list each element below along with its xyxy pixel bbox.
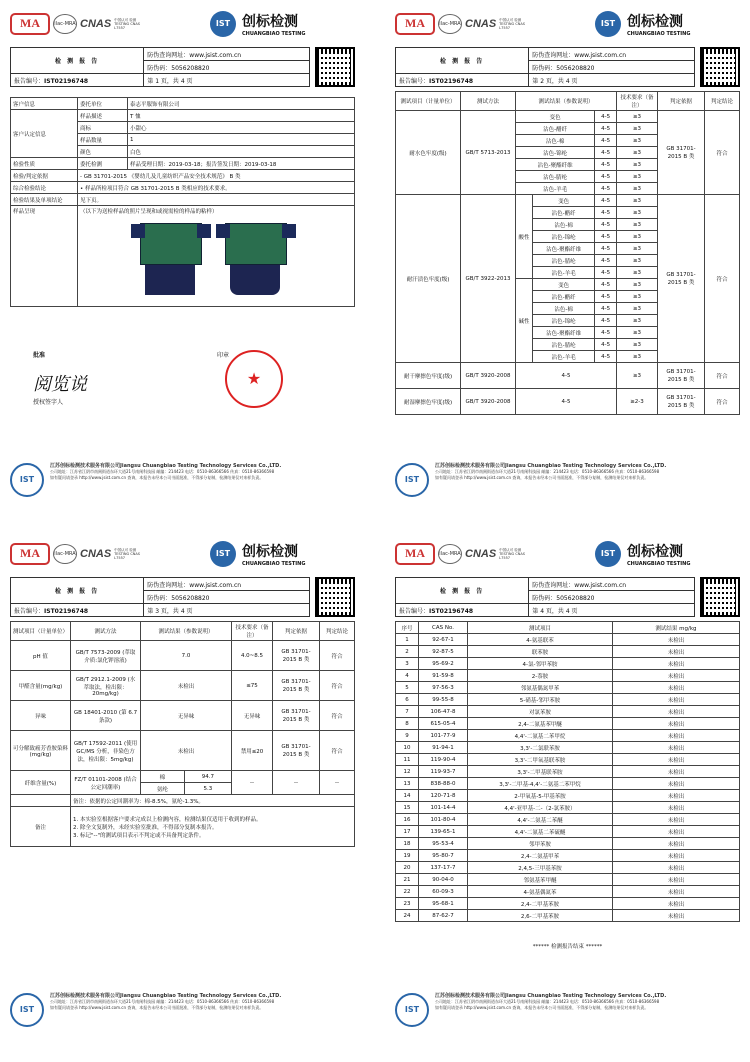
report-header-table: 检 测 报 告 防伪查询网址：www.jsist.com.cn 防伪码：5056208820 报告编号：IST02196748 第 3 页，共 4 页: [10, 577, 310, 617]
sample-caption: （以下为送检样品的照片呈现和或视需检的样品的粘样）: [80, 209, 218, 215]
brand-cn: 创标检测: [242, 14, 298, 30]
table-row: 20 137-17-7 2,4,5-三甲基苯胺 未检出: [396, 862, 740, 874]
page-footer: IST 江苏创标检测技术服务有限公司Jiangsu Chuangbiao Testing Technology Services Co.,LTD. 公司地址：江苏省江阴市南闸街道东环大道21号南闸科技园 邮编：214423 电话：0510-86366566 传真：0510-86366598 如有疑问请登录 http://www.jsist.com.cn 查询，本报告未经本公司书面批准，不得部分复制，检测结果仅对来样负责。: [10, 993, 355, 1027]
chemical-test-table: 测试项目（计量单位） 测试方法 测试结果（参数说明） 技术要求（备注） 判定依据 判定结论 pH 值 GB/T 7573-2009 (萃取介质:氯化钾溶液) 7.0 4.0~8.5 GB 31701-2015 B 类 符合 甲醛含量(mg/kg) GB/T 2912.1-2009 (水萃取法，检出限：20mg/kg) 未检出 ≤75 GB 31701-2015 B 类 符合 异味 GB 18401-2010 (第 6.7 条款) 无异味 无异味 GB 31701-2015 B 类 符合 可分解致癌芳香胺染料(mg/kg) GB/T 17592-2011 (使用 GC/MS 分析，非染色方法，检出限：5mg/kg) 未检出 禁用≤20 GB 31701-2015 B 类 符合 纤维含量(%) FZ/T 01101-2008 (结合公定回潮率) 棉 94.7 -- -- -- 氨纶 5.3 备注：依据的公定回潮率为：棉-8.5%，氨纶-1.3%。 备注 1. 本实验室根据客户要求完成以上检测内容，检测结果仅适用于收到的样品。 2. 除全文复制外，未经实验室批准，不得部分复制本报告。 3. 标记"--"的测试项目表示不判定或不具备判定条件。: [10, 621, 355, 847]
ist-logo: IST: [595, 11, 621, 37]
qr-code[interactable]: [315, 47, 355, 87]
page-header: [5, 535, 360, 575]
page-number: 第 1 页，共 4 页: [144, 74, 310, 87]
cert-logos: [395, 13, 525, 35]
table-row: 16 101-80-4 4,4'-二氨基二苯醚 未检出: [396, 814, 740, 826]
ma-logo: MA: [395, 13, 435, 35]
cert-text: 中国认可 检测 TESTING CNAS L7557: [499, 18, 526, 30]
approve-label: 批准: [33, 352, 46, 359]
page-number: 第 4 页，共 4 页: [529, 604, 695, 617]
report-page-1: [5, 5, 360, 525]
brand-cn: 创标检测: [627, 14, 683, 30]
page-footer: IST 江苏创标检测技术服务有限公司Jiangsu Chuangbiao Testing Technology Services Co.,LTD. 公司地址：江苏省江阴市南闸街道东环大道21号南闸科技园 邮编：214423 电话：0510-86366566 传真：0510-86366598 如有疑问请登录 http://www.jsist.com.cn 查询，本报告未经本公司书面批准，不得部分复制，检测结果仅对来样负责。: [395, 993, 740, 1027]
table-row: 24 87-62-7 2,6-二甲基苯胺 未检出: [396, 910, 740, 922]
table-row: 14 120-71-8 2-甲氧基-5-甲基苯胺 未检出: [396, 790, 740, 802]
page-header: [5, 5, 360, 45]
brand: IST 创标检测 CHUANGBIAO TESTING: [210, 541, 305, 567]
cert-logos: [10, 13, 140, 35]
qr-code[interactable]: [700, 47, 740, 87]
brand: IST 创标检测 CHUANGBIAO TESTING: [595, 541, 690, 567]
colorfastness-table: 测试项目（计量单位） 测试方法 测试结果（参数说明） 技术要求（备注） 判定依据 判定结论 耐水色牢度(级) GB/T 5713-2013 变色 4-5 ≥3 GB 31701-2015 B 类 符合 沾色-醋纤 4-5 ≥3 沾色-棉 4-5 ≥3 沾色-锦纶 4-5 ≥3 沾色-聚酯纤维 4-5 ≥3 沾色-腈纶 4-5 ≥3 沾色-羊毛 4-5 ≥3 耐汗渍色牢度(级) GB/T 3922-2013 酸性 变色 4-5 ≥3 GB 31701-2015 B 类 符合 沾色-醋纤 4-5 ≥3 沾色-棉 4-5 ≥3 沾色-锦纶 4-5 ≥3 沾色-聚酯纤维 4-5 ≥3 沾色-腈纶 4-5 ≥3 沾色-羊毛 4-5 ≥3 碱性 变色 4-5 ≥3 沾色-醋纤 4-5 ≥3 沾色-棉 4-5 ≥3 沾色-锦纶 4-5 ≥3 沾色-聚酯纤维 4-5 ≥3 沾色-腈纶 4-5 ≥3 沾色-羊毛 4-5 ≥3 耐干摩擦色牢度(级) GB/T 3920-2008 4-5 ≥3 GB 31701-2015 B 类 符合 耐湿摩擦色牢度(级) GB/T 3920-2008 4-5 ≥2-3 GB 31701-2015 B 类 符合: [395, 91, 740, 415]
anti-fake-code: 防伪码：5056208820: [144, 61, 310, 74]
ist-logo: IST: [210, 11, 236, 37]
ist-footer-logo: IST: [10, 463, 44, 497]
sample-photo: [80, 215, 352, 305]
brand-en: CHUANGBIAO TESTING: [242, 31, 306, 37]
page-number: 第 2 页，共 4 页: [529, 74, 695, 87]
ilac-logo: ilac-MRA: [438, 14, 462, 34]
table-row: 9 101-77-9 4,4'-二氨基二苯甲烷 未检出: [396, 730, 740, 742]
table-row: 22 60-09-3 4-氨基偶氮苯 未检出: [396, 886, 740, 898]
table-row: 4 91-59-8 2-萘胺 未检出: [396, 670, 740, 682]
ma-logo: MA: [10, 13, 50, 35]
page-footer: IST 江苏创标检测技术服务有限公司Jiangsu Chuangbiao Testing Technology Services Co.,LTD. 公司地址：江苏省江阴市南闸街道东环大道21号南闸科技园 邮编：214423 电话：0510-86366566 传真：0510-86366598 如有疑问请登录 http://www.jsist.com.cn 查询，本报告未经本公司书面批准，不得部分复制，检测结果仅对来样负责。: [395, 463, 740, 497]
page-header: [390, 5, 745, 45]
brand: [595, 11, 690, 37]
table-row: 19 95-80-7 2,4-二氨基甲苯 未检出: [396, 850, 740, 862]
table-row: 5 97-56-3 邻氨基偶氮甲苯 未检出: [396, 682, 740, 694]
cert-logos: MA ilac-MRA CNAS 中国认可 检测 TESTING CNAS L7557: [395, 543, 525, 565]
table-row: 8 615-05-4 2,4-二氨基苯甲醚 未检出: [396, 718, 740, 730]
brand: [210, 11, 305, 37]
table-row: 23 95-68-1 2,4-二甲基苯胺 未检出: [396, 898, 740, 910]
page-footer: IST 江苏创标检测技术服务有限公司Jiangsu Chuangbiao Testing Technology Services Co.,LTD. 公司地址：江苏省江阴市南闸街道东环大道21号南闸科技园 邮编：214423 电话：0510-86366566 传真：0510-86366598 如有疑问请登录 http://www.jsist.com.cn 查询，本报告未经本公司书面批准，不得部分复制，检测结果仅对来样负责。: [10, 463, 355, 497]
table-row: 11 119-90-4 3,3'-二甲氧基联苯胺 未检出: [396, 754, 740, 766]
cnas-logo: CNAS: [80, 18, 112, 30]
table-row: 6 99-55-8 5-硝基-邻甲苯胺 未检出: [396, 694, 740, 706]
table-row: 7 106-47-8 对氯苯胺 未检出: [396, 706, 740, 718]
table-row: 18 95-53-4 邻甲苯胺 未检出: [396, 838, 740, 850]
company-stamp: ★: [225, 350, 283, 408]
end-note: ****** 检测报告结束 ******: [532, 944, 603, 950]
table-row: 3 95-69-2 4-氯-邻甲苯胺 未检出: [396, 658, 740, 670]
qr-code[interactable]: [315, 577, 355, 617]
report-header-table: 检 测 报 告 防伪查询网址：www.jsist.com.cn 防伪码：5056208820 报告编号：IST02196748 第 2 页，共 4 页: [395, 47, 695, 87]
table-row: 15 101-14-4 4,4'-亚甲基-二-（2-氯苯胺） 未检出: [396, 802, 740, 814]
table-row: 21 90-04-0 邻氨基苯甲醚 未检出: [396, 874, 740, 886]
signature: 阅览说: [33, 374, 87, 395]
stamp-label: 印章: [217, 352, 230, 359]
table-row: 2 92-87-5 联苯胺 未检出: [396, 646, 740, 658]
page-header: [390, 535, 745, 575]
report-header-table: 检 测 报 告 防伪查询网址：www.jsist.com.cn 防伪码：5056208820 报告编号：IST02196748 第 4 页，共 4 页: [395, 577, 695, 617]
report-page-4: [390, 535, 745, 1055]
cnas-logo: CNAS: [465, 18, 497, 30]
signer-label: 授权签字人: [33, 399, 64, 406]
report-title: 检 测 报 告: [11, 48, 144, 74]
anti-fake-site: 防伪查询网址：www.jsist.com.cn: [144, 48, 310, 61]
table-row: 13 838-88-0 3,3'-二甲基-4,4'-二氨基二苯甲烷 未检出: [396, 778, 740, 790]
report-no: 报告编号：IST02196748: [11, 74, 144, 87]
qr-code[interactable]: [700, 577, 740, 617]
table-row: 10 91-94-1 3,3'-二氯联苯胺 未检出: [396, 742, 740, 754]
page-number: 第 3 页，共 4 页: [144, 604, 310, 617]
cert-logos: MA ilac-MRA CNAS 中国认可 检测 TESTING CNAS L7557: [10, 543, 140, 565]
table-row: 17 139-65-1 4,4'-二氨基二苯硫醚 未检出: [396, 826, 740, 838]
report-page-2: [390, 5, 745, 525]
client-info-table: 客户信息 委托单位 泰志平服饰有限公司 客户认定信息 样品描述 T 恤 商标 小甜心 样品数量 1 颜色 白色 检验性质 委托检测 样品受理日期：2019-03-18；报告签发日期：2019-03-18 检验/判定依据 - GB 31701-2015 《婴幼儿及儿童纺织产品安全技术规范》 B 类 综合检验结论 • 样品所检项目符合 GB 31701-2015 B 类相应的技术要求。 检验结果及单项结论 见下页。 样品呈现 （以下为送检样品的照片呈现和或视需检的样品的粘样）: [10, 97, 355, 307]
brand-en: CHUANGBIAO TESTING: [627, 31, 691, 37]
amine-results-table: 序号 CAS No. 测试项目 测试结果 mg/kg 1 92-67-1 4-氨基联苯 未检出 2 92-87-5 联苯胺 未检出 3 95-69-2 4-氯-邻甲苯胺 未检出 4 91-59-8 2-萘胺 未检出 5 97-56-3 邻氨基偶氮甲苯 未检出 6 99-55-8 5-硝基-邻甲苯胺 未检出 7 106-47-8 对氯苯胺 未检出 8 615-05-4 2,4-二氨基苯甲醚 未检出 9 101-77-9 4,4'-二氨基二苯甲烷 未检出 10 91-94-1 3,3'-二氯联苯胺 未检出 11 119-90-4 3,3'-二甲氧基联苯胺 未检出 12 119-93-7 3,3'-二甲基联苯胺 未检出 13 838-88-0 3,3'-二甲基-4,4'-二氨基二苯甲烷 未检出 14 120-71-8 2-甲氧基-5-甲基苯胺 未检出 15 101-14-4 4,4'-亚甲基-二-（2-氯苯胺） 未检出 16 101-80-4 4,4'-二氨基二苯醚 未检出 17 139-65-1 4,4'-二氨基二苯硫醚 未检出 18 95-53-4 邻甲苯胺 未检出 19 95-80-7 2,4-二氨基甲苯 未检出 20 137-17-7 2,4,5-三甲基苯胺 未检出 21 90-04-0 邻氨基苯甲醚 未检出 22 60-09-3 4-氨基偶氮苯 未检出 23 95-68-1 2,4-二甲基苯胺 未检出 24 87-62-7 2,6-二甲基苯胺 未检出: [395, 621, 740, 922]
table-row: 1 92-67-1 4-氨基联苯 未检出: [396, 634, 740, 646]
table-row: 12 119-93-7 3,3'-二甲基联苯胺 未检出: [396, 766, 740, 778]
cert-text: 中国认可 检测 TESTING CNAS L7557: [114, 18, 141, 30]
report-header-table: [10, 47, 310, 87]
ilac-logo: ilac-MRA: [53, 14, 77, 34]
report-page-3: [5, 535, 360, 1055]
